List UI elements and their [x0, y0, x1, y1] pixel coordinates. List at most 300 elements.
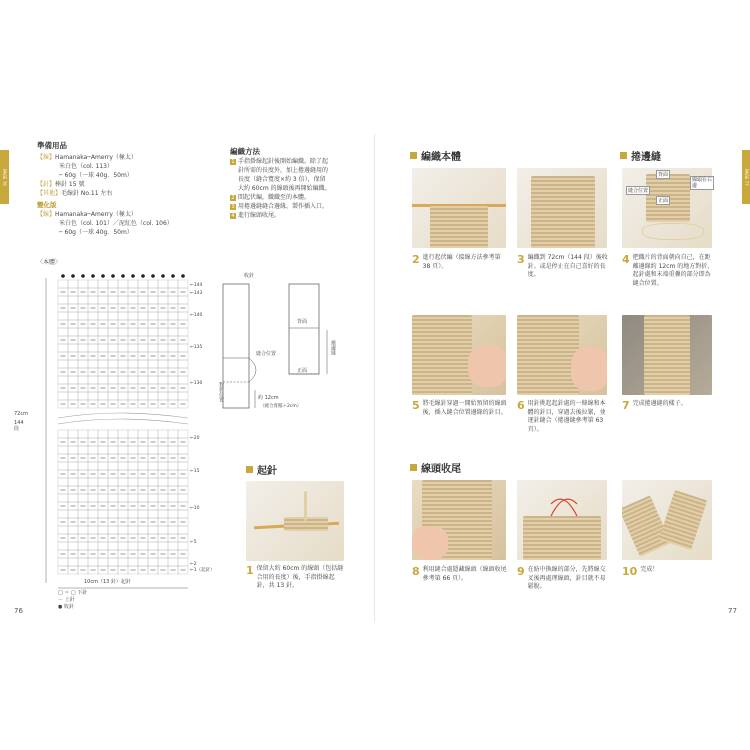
chart-cell: [78, 478, 88, 486]
fold-diagram: [215, 270, 365, 420]
chart-cell: [88, 376, 98, 384]
chart-cell: [118, 280, 128, 288]
variation-row: [37, 210, 217, 219]
chart-cell: [78, 280, 88, 288]
chart-cell: [88, 542, 98, 550]
chart-cell: [168, 328, 178, 336]
chart-cell: [88, 430, 98, 438]
chart-cell: [108, 542, 118, 550]
chart-cell: [78, 328, 88, 336]
chart-cell: [178, 526, 188, 534]
chart-cell: [68, 360, 78, 368]
square-bullet-icon: [410, 464, 417, 471]
chart-row-label: ←2: [190, 562, 197, 567]
chart-cell: [168, 392, 178, 400]
material-row: [37, 153, 207, 162]
chart-cell: [138, 510, 148, 518]
chart-cell: [128, 312, 138, 320]
chart-cell: [88, 392, 98, 400]
chart-cell: [148, 430, 158, 438]
chart-cell: [98, 376, 108, 384]
chart-cell: [58, 296, 68, 304]
chart-grid-bottom: [58, 430, 188, 574]
photo-step-5: [412, 315, 506, 395]
diagram-label-shou-zhen: 收針: [244, 273, 255, 279]
cross-arrows-icon: [547, 490, 581, 520]
chart-cell: [108, 510, 118, 518]
chart-cell: [98, 510, 108, 518]
chart-cell: [178, 328, 188, 336]
chart-cell: [98, 446, 108, 454]
chart-cell: [158, 344, 168, 352]
step-1: 1 保留大約 60cm 的線頭（包括縫合用的長度）後，手指掛線起針，共 13 針。: [246, 564, 344, 589]
material-value: 米白色（col. 113）: [59, 163, 113, 170]
chart-cell: [148, 478, 158, 486]
chart-cell: [178, 344, 188, 352]
chart-cell: [158, 542, 168, 550]
chart-cell: [138, 376, 148, 384]
method-title: 編織方法: [230, 147, 260, 156]
chart-cell: [118, 494, 128, 502]
chart-cell: [178, 542, 188, 550]
chart-cell: [58, 376, 68, 384]
chart-cell: [108, 376, 118, 384]
legend-item: － 上針: [58, 597, 75, 603]
chart-cell: [168, 312, 178, 320]
photo4-label-feng: 縫合位置: [628, 188, 649, 194]
chart-cell: [98, 478, 108, 486]
chart-cell: [168, 430, 178, 438]
photo-step-10: [622, 480, 712, 560]
chart-cell: [88, 344, 98, 352]
diagram-label-feng-he: 縫合位置: [256, 351, 277, 357]
chart-cell: [178, 296, 188, 304]
chart-cell: [88, 312, 98, 320]
chart-cell: [118, 296, 128, 304]
bind-off-dot: [101, 274, 105, 278]
chart-width-label: 10cm（13 針）起針: [84, 579, 131, 585]
chart-cell: [158, 360, 168, 368]
method-step-text: 大約 60cm 的線頭後再開始編織。: [238, 185, 331, 192]
chart-cell: [138, 328, 148, 336]
chart-cell: [58, 478, 68, 486]
chart-cell: [78, 494, 88, 502]
chart-cell: [108, 280, 118, 288]
photo-step-3: [517, 168, 607, 248]
chart-cell: [68, 510, 78, 518]
chart-cell: [58, 462, 68, 470]
chart-cell: [168, 344, 178, 352]
chart-cell: [88, 280, 98, 288]
chart-cell: [88, 558, 98, 566]
material-key: 【針】: [37, 181, 56, 188]
chart-cell: [138, 392, 148, 400]
chart-cell: [138, 462, 148, 470]
chart-cell: [98, 526, 108, 534]
chart-cell: [138, 478, 148, 486]
chart-cell: [158, 296, 168, 304]
chart-grid-top: [58, 274, 188, 408]
chart-cell: [68, 462, 78, 470]
chart-cell: [168, 526, 178, 534]
chart-row-label: ←20: [190, 436, 200, 441]
finish-section-title: 線頭收尾: [410, 460, 461, 475]
chart-cell: [178, 360, 188, 368]
chart-cell: [168, 494, 178, 502]
chart-cell: [168, 510, 178, 518]
chart-cell: [88, 526, 98, 534]
materials-list: [37, 153, 207, 198]
chart-cell: [168, 478, 178, 486]
chart-cell: [158, 312, 168, 320]
step-3: 3 編織到 72cm（144 段）後收針。或是停止在自己喜好的長度。: [517, 253, 608, 278]
variation-row: [37, 219, 217, 228]
material-value: ─ 60g（一球 40g．50m）: [59, 172, 133, 179]
photo4-label-zheng: 正面: [658, 198, 669, 204]
bind-off-dot: [181, 274, 185, 278]
chart-cell: [108, 312, 118, 320]
chart-rows-label: 144段: [14, 420, 24, 432]
chart-cell: [148, 494, 158, 502]
chart-cell: [128, 462, 138, 470]
chart-cell: [148, 328, 158, 336]
square-bullet-icon: [410, 152, 417, 159]
chart-cell: [128, 542, 138, 550]
square-bullet-icon: [246, 466, 253, 473]
chart-cell: [68, 344, 78, 352]
chart-cell: [148, 392, 158, 400]
method-step-text: 針所需的長度外，加上捲邊縫用的: [238, 167, 329, 174]
chart-cell: [98, 392, 108, 400]
method-step: [230, 193, 370, 202]
bind-off-dot: [71, 274, 75, 278]
chart-cell: [148, 462, 158, 470]
chart-cell: [58, 312, 68, 320]
page-number-right: 77: [728, 607, 737, 615]
chart-cell: [58, 280, 68, 288]
diagram-label-zheng-mian: 正面: [297, 368, 308, 374]
chart-cell: [58, 558, 68, 566]
material-key: 【線】: [37, 154, 56, 161]
material-key: 【其他】: [37, 190, 62, 197]
chart-cell: [178, 446, 188, 454]
chart-cell: [158, 526, 168, 534]
material-value: 毛線針 No.11 左右: [61, 190, 113, 197]
variation-row: [37, 228, 217, 237]
legend-item: □ ＝ □ 下針: [58, 590, 88, 596]
chart-cell: [178, 478, 188, 486]
chart-cell: [148, 446, 158, 454]
chart-cell: [78, 312, 88, 320]
chart-cell: [68, 542, 78, 550]
chart-cell: [148, 526, 158, 534]
chart-cell: [138, 558, 148, 566]
method-step: [230, 166, 370, 175]
chart-cell: [78, 376, 88, 384]
chart-cell: [78, 446, 88, 454]
chart-cell: [128, 430, 138, 438]
bind-off-dot: [131, 274, 135, 278]
bind-off-dot: [151, 274, 155, 278]
chart-legend: [58, 590, 87, 611]
chart-cell: [178, 558, 188, 566]
chart-cell: [148, 542, 158, 550]
chart-cell: [138, 280, 148, 288]
chart-cell: [98, 558, 108, 566]
chart-cell: [68, 526, 78, 534]
chart-cell: [108, 296, 118, 304]
variation-title: 變化版: [37, 201, 57, 209]
chart-cell: [98, 360, 108, 368]
chart-cell: [168, 542, 178, 550]
chart-cell: [138, 296, 148, 304]
chart-cell: [118, 376, 128, 384]
chart-cell: [68, 280, 78, 288]
materials-title: 準備用品: [37, 141, 67, 150]
chart-cell: [178, 376, 188, 384]
chart-cell: [118, 526, 128, 534]
chart-cell: [68, 430, 78, 438]
chart-cell: [148, 312, 158, 320]
chart-cell: [128, 558, 138, 566]
chart-cell: [158, 478, 168, 486]
chart-cell: [88, 510, 98, 518]
chart-cell: [128, 510, 138, 518]
chart-cell: [168, 376, 178, 384]
chart-cell: [68, 494, 78, 502]
square-bullet-icon: [620, 152, 627, 159]
bind-off-dot: [111, 274, 115, 278]
chart-cell: [128, 526, 138, 534]
step-10: 10 完成！: [622, 565, 659, 578]
main-section-title: 編織本體: [410, 148, 461, 163]
chart-cell: [108, 446, 118, 454]
bind-off-dot: [81, 274, 85, 278]
chart-cell: [108, 558, 118, 566]
chart-cell: [168, 462, 178, 470]
chart-cell: [148, 376, 158, 384]
chart-cell: [88, 462, 98, 470]
bind-off-dot: [161, 274, 165, 278]
chart-cell: [118, 510, 128, 518]
chart-cell: [138, 446, 148, 454]
chart-cell: [158, 328, 168, 336]
chart-cell: [78, 510, 88, 518]
chart-cell: [128, 392, 138, 400]
chart-cell: [138, 312, 148, 320]
chart-cell: [178, 510, 188, 518]
method-step: [230, 211, 370, 220]
variation-value: Hamanaka─Amerry（極太）: [55, 211, 137, 218]
chart-cell: [128, 376, 138, 384]
chart-cell: [118, 312, 128, 320]
chart-cell: [58, 542, 68, 550]
chart-cell: [98, 296, 108, 304]
chart-cell: [118, 430, 128, 438]
chart-cell: [178, 430, 188, 438]
method-step: [230, 202, 370, 211]
step-number-badge: 2: [231, 195, 235, 201]
chart-cell: [98, 344, 108, 352]
right-page-tab: PAGE 77: [742, 150, 750, 204]
chart-cell: [128, 360, 138, 368]
chart-cell: [78, 360, 88, 368]
chart-cell: [58, 392, 68, 400]
chart-cell: [168, 360, 178, 368]
photo-step-2: [412, 168, 506, 248]
chart-cell: [138, 542, 148, 550]
chart-cell: [68, 312, 78, 320]
step-6: 6 用針挑起起針處的一條線和本體的針目，穿過去後拉緊，並逐針縫合（捲邊縫參考第 63 頁）。: [517, 399, 606, 433]
chart-cell: [68, 478, 78, 486]
chart-cell: [78, 430, 88, 438]
chart-cell: [78, 526, 88, 534]
chart-cell: [58, 446, 68, 454]
bind-off-dot: [141, 274, 145, 278]
chart-cell: [58, 510, 68, 518]
chart-cell: [78, 558, 88, 566]
chart-cell: [68, 446, 78, 454]
chart-cell: [58, 328, 68, 336]
chart-cell: [148, 360, 158, 368]
chart-row-label: ←135: [190, 345, 203, 350]
method-step-text: 用捲邊縫縫合邊緣，製作插入口。: [238, 203, 329, 210]
chart-cell: [128, 446, 138, 454]
diagram-label-yue12: 約 12cm: [258, 395, 279, 401]
chart-cell: [158, 376, 168, 384]
chart-cell: [58, 526, 68, 534]
chart-cell: [118, 446, 128, 454]
chart-cell: [108, 462, 118, 470]
chart-cell: [98, 494, 108, 502]
chart-cell: [108, 344, 118, 352]
chart-cell: [158, 280, 168, 288]
chart-cell: [68, 296, 78, 304]
chart-cell: [158, 494, 168, 502]
photo4-label-bei: 背面: [658, 172, 669, 178]
chart-cell: [118, 392, 128, 400]
chart-cell: [118, 542, 128, 550]
chart-cell: [158, 558, 168, 566]
variation-value: ─ 60g（一球 40g．50m）: [59, 229, 133, 236]
chart-cell: [128, 296, 138, 304]
chart-break-line-2: [58, 419, 188, 424]
chart-row-label: ←140: [190, 313, 203, 318]
chart-cell: [178, 392, 188, 400]
photo-step-9: [517, 480, 607, 560]
chart-cell: [158, 462, 168, 470]
chart-cell: [68, 328, 78, 336]
chart-cell: [178, 462, 188, 470]
chart-cell: [178, 312, 188, 320]
chart-cell: [108, 526, 118, 534]
chart-cell: [108, 478, 118, 486]
chart-cell: [78, 344, 88, 352]
chart-cell: [148, 344, 158, 352]
step-number-badge: 1: [231, 159, 235, 165]
book-spine: [374, 134, 375, 622]
method-step-text: 長度（縫合寬度×約 3 倍），保留: [238, 176, 326, 183]
chart-cell: [88, 296, 98, 304]
chart-cell: [138, 360, 148, 368]
material-row: [37, 180, 207, 189]
chart-cell: [98, 430, 108, 438]
page-number-left: 76: [14, 607, 23, 615]
chart-cell: [98, 312, 108, 320]
photo-step-8: [412, 480, 506, 560]
step-2: 2 進行起伏編（接線方法參考第 38 頁）。: [412, 253, 501, 270]
diagram-label-dui-zhe: 對折位置: [218, 382, 224, 402]
variation-key: 【線】: [37, 211, 56, 218]
chart-cell: [88, 360, 98, 368]
chart-cell: [98, 280, 108, 288]
left-page-tab: PAGE 76: [0, 150, 9, 204]
chart-cell: [118, 558, 128, 566]
chart-cell: [128, 494, 138, 502]
chart-cell: [178, 280, 188, 288]
step-5: 5 將毛線針穿過一開始預留的線頭後，插入縫合位置邊緣的針目。: [412, 399, 507, 416]
chart-cell: [128, 328, 138, 336]
chart-cell: [148, 558, 158, 566]
chart-cell: [58, 360, 68, 368]
chart-row-label: ←10: [190, 506, 200, 511]
side-section-title: 捲邊縫: [620, 148, 661, 163]
material-row: [37, 162, 207, 171]
photo-step-7: [622, 315, 712, 395]
material-row: [37, 171, 207, 180]
chart-cell: [168, 446, 178, 454]
chart-cell: [158, 510, 168, 518]
chart-cell: [58, 494, 68, 502]
chart-cell: [168, 296, 178, 304]
chart-break-line: [58, 413, 188, 418]
material-value: 棒針 15 號: [55, 181, 85, 188]
chart-cell: [88, 328, 98, 336]
chart-cell: [68, 392, 78, 400]
chart-cell: [108, 360, 118, 368]
method-step-text: 進行線頭收尾。: [238, 212, 281, 219]
variation-value: 米白色（col. 101）／泥紅色（col. 106）: [59, 220, 173, 227]
chart-cell: [148, 510, 158, 518]
method-step-text: 手指掛線起針後開始編織。除了起: [238, 158, 329, 165]
diagram-label-bei-mian: 背面: [297, 319, 308, 325]
chart-height-label: 72cm: [14, 411, 28, 417]
chart-row-label: ←1（起針）: [190, 568, 215, 573]
method-step: [230, 157, 370, 166]
bind-off-dot: [91, 274, 95, 278]
chart-cell: [108, 328, 118, 336]
chart-row-label: ←130: [190, 381, 203, 386]
chart-cell: [58, 344, 68, 352]
chart-cell: [138, 344, 148, 352]
chart-cell: [138, 494, 148, 502]
chart-row-label: ←144: [190, 283, 203, 288]
chart-cell: [138, 430, 148, 438]
chart-cell: [108, 392, 118, 400]
chart-cell: [68, 376, 78, 384]
chart-cell: [118, 478, 128, 486]
diagram-label-juan-bian: 捲邊縫: [330, 340, 336, 355]
photo4-label-xian: 線頭在右邊: [692, 177, 713, 189]
chart-cell: [118, 360, 128, 368]
chart-label: 〈本體〉: [37, 259, 62, 266]
chart-cell: [128, 478, 138, 486]
method-list: [230, 157, 370, 220]
bind-off-dot: [171, 274, 175, 278]
chart-row-label: ←143: [190, 291, 203, 296]
chart-cell: [98, 328, 108, 336]
step-number-badge: 4: [231, 213, 235, 219]
